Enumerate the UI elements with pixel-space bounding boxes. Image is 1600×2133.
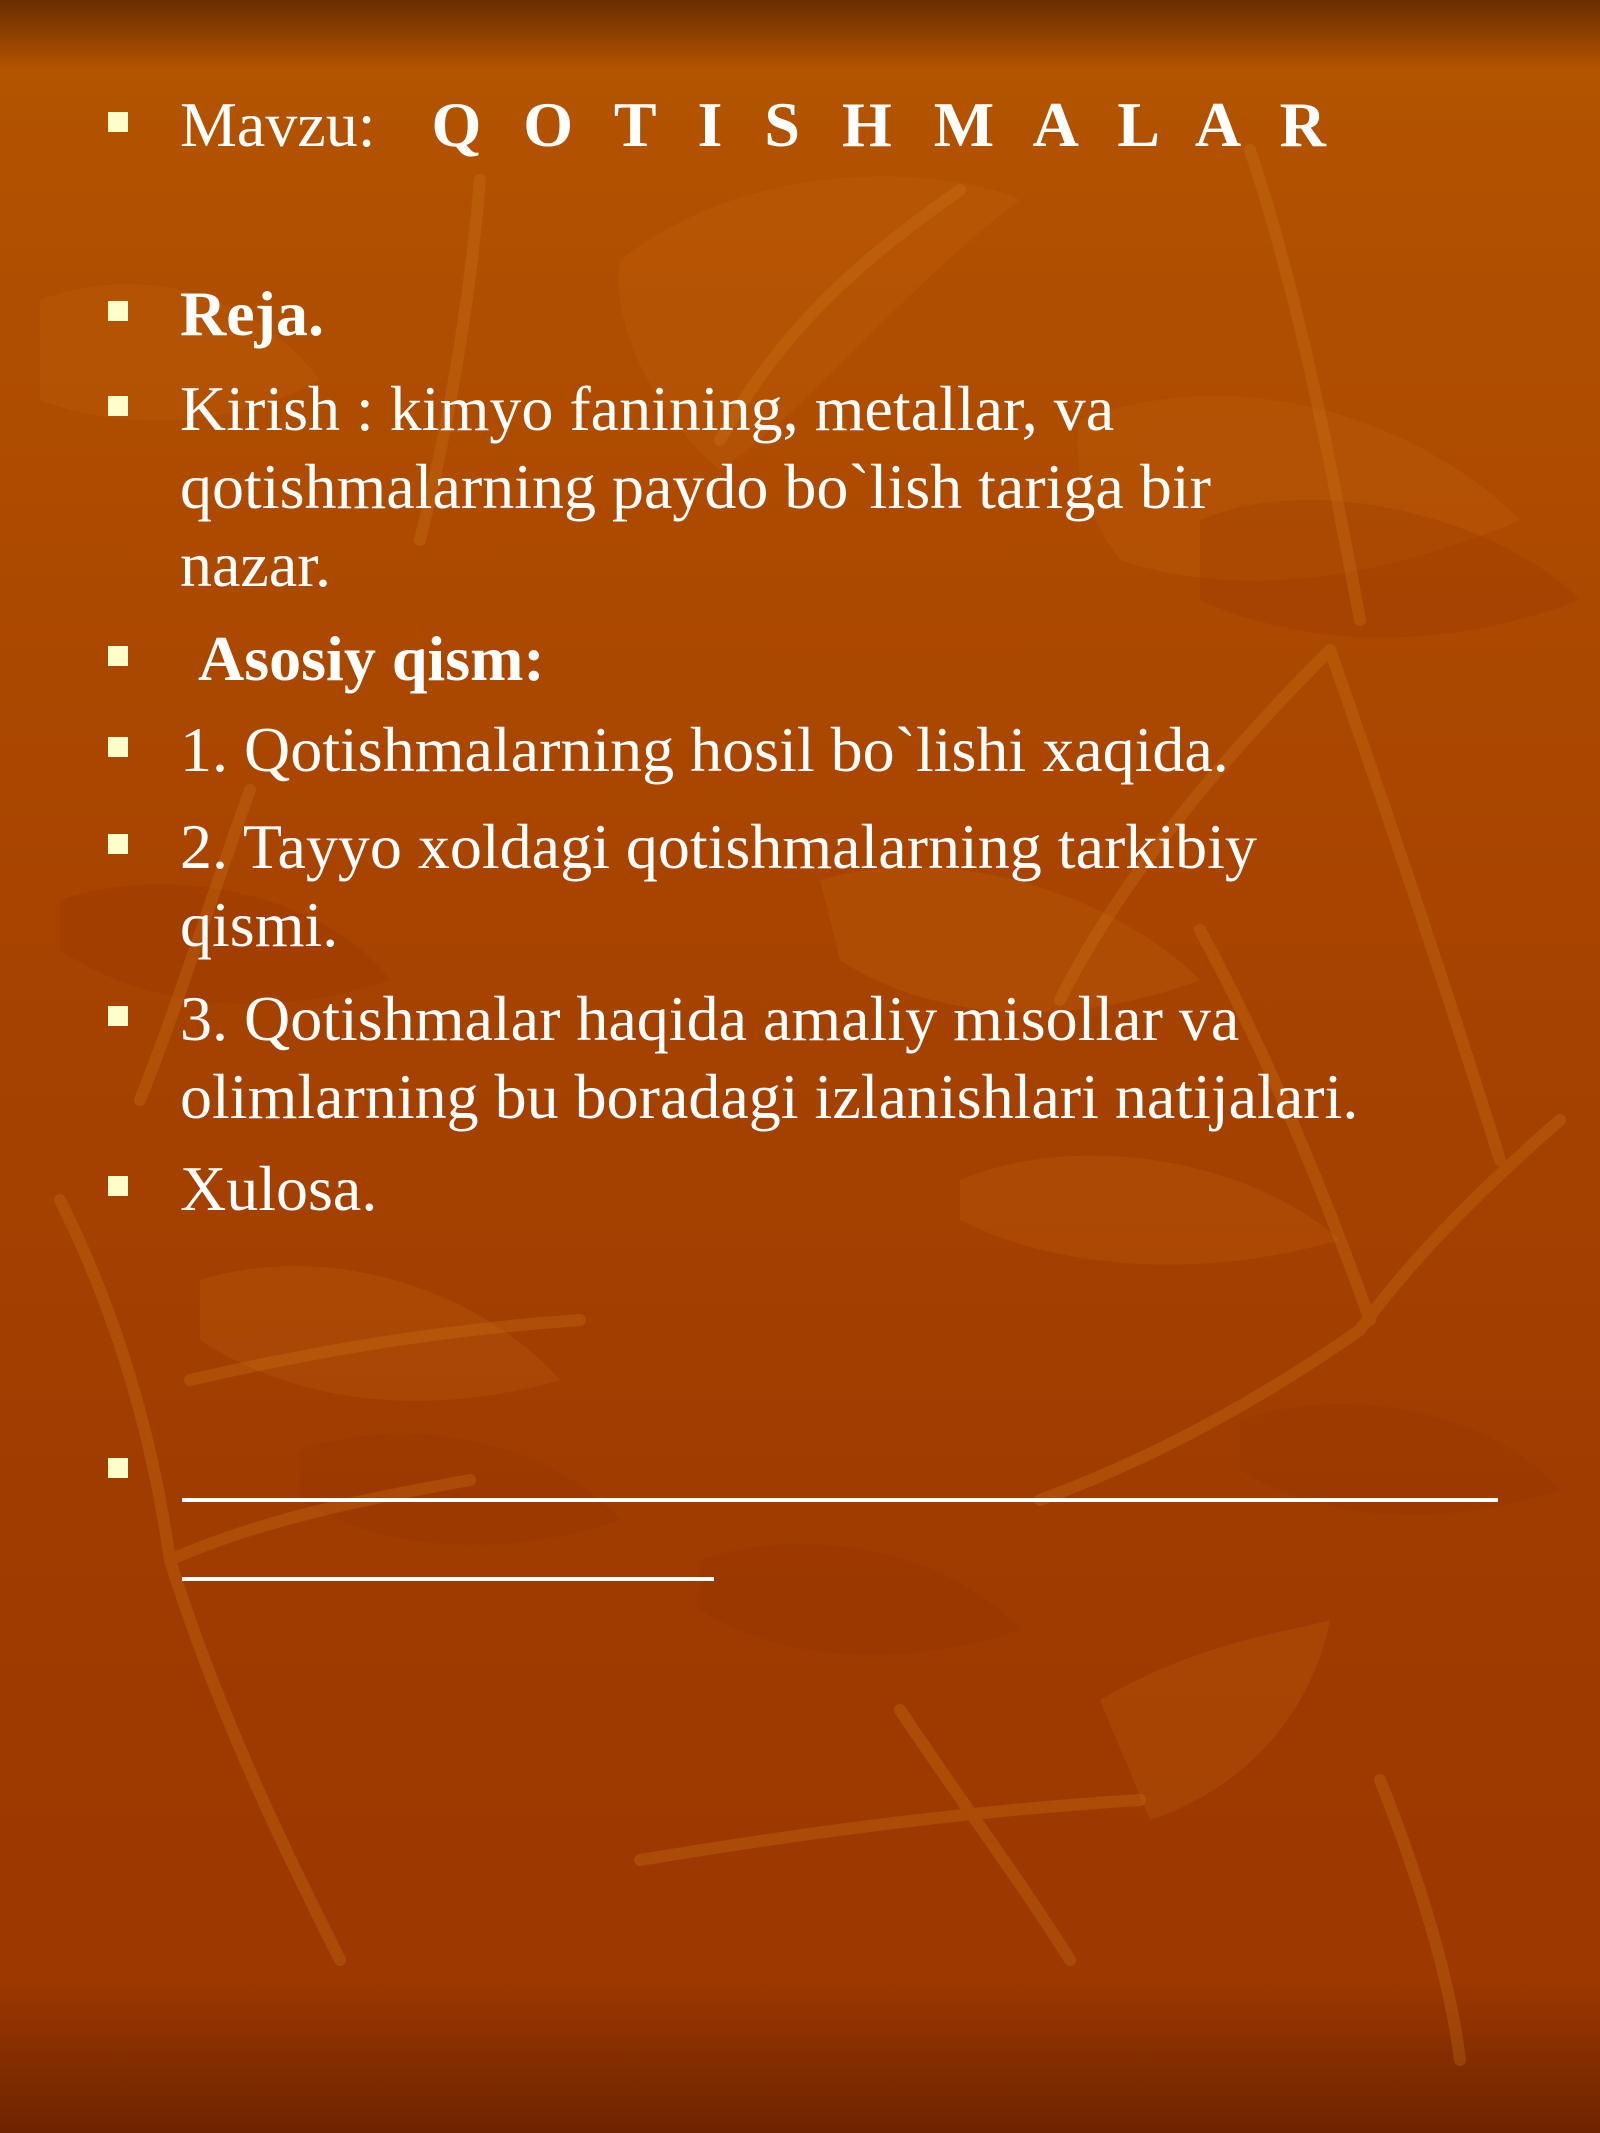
topic-title: Q O T I S H M A L A R <box>431 89 1339 160</box>
agenda-item-3-line-2: olimlarning bu boradagi izlanishlari natijalari. <box>180 1061 1359 1132</box>
conclusion-item <box>180 1150 1520 1228</box>
agenda-item-1-text: 1. Qotishmalarning hosil bo`lishi xaqida. <box>180 714 1229 785</box>
main-part-heading: Asosiy qism: <box>198 623 545 694</box>
bullet-square-icon <box>108 834 128 854</box>
agenda-item-3 <box>180 980 1520 1136</box>
underline-rule-1 <box>182 1498 1498 1502</box>
bullet-square-icon <box>108 396 128 416</box>
bullet-square-icon <box>108 301 128 321</box>
agenda-item-2-line-1: 2. Tayyo xoldagi qotishmalarning tarkibiy <box>180 811 1257 882</box>
bullet-square-icon <box>108 737 128 757</box>
plan-heading-item <box>180 275 1520 353</box>
agenda-item-2-line-2: qismi. <box>180 889 339 960</box>
main-part-item <box>180 620 1520 698</box>
bullet-square-icon <box>108 646 128 666</box>
conclusion-text: Xulosa. <box>180 1153 378 1224</box>
bullet-square-icon <box>108 1458 128 1478</box>
agenda-item-2 <box>180 808 1520 964</box>
topic-label: Mavzu: <box>180 89 376 160</box>
bullet-square-icon <box>108 112 128 132</box>
plan-heading: Reja. <box>180 278 324 349</box>
intro-line-3: nazar. <box>180 529 331 600</box>
intro-line-1: Kirish : kimyo fanining, metallar, va <box>180 373 1115 444</box>
agenda-item-1 <box>180 711 1520 789</box>
topic-item <box>180 86 1520 164</box>
blank-line-item <box>180 1432 1520 1592</box>
agenda-item-3-line-1: 3. Qotishmalar haqida amaliy misollar va <box>180 983 1240 1054</box>
bullet-square-icon <box>108 1176 128 1196</box>
intro-item <box>180 370 1520 604</box>
underline-rule-2 <box>182 1577 714 1581</box>
intro-line-2: qotishmalarning paydo bo`lish tariga bir <box>180 451 1211 522</box>
bullet-square-icon <box>108 1006 128 1026</box>
